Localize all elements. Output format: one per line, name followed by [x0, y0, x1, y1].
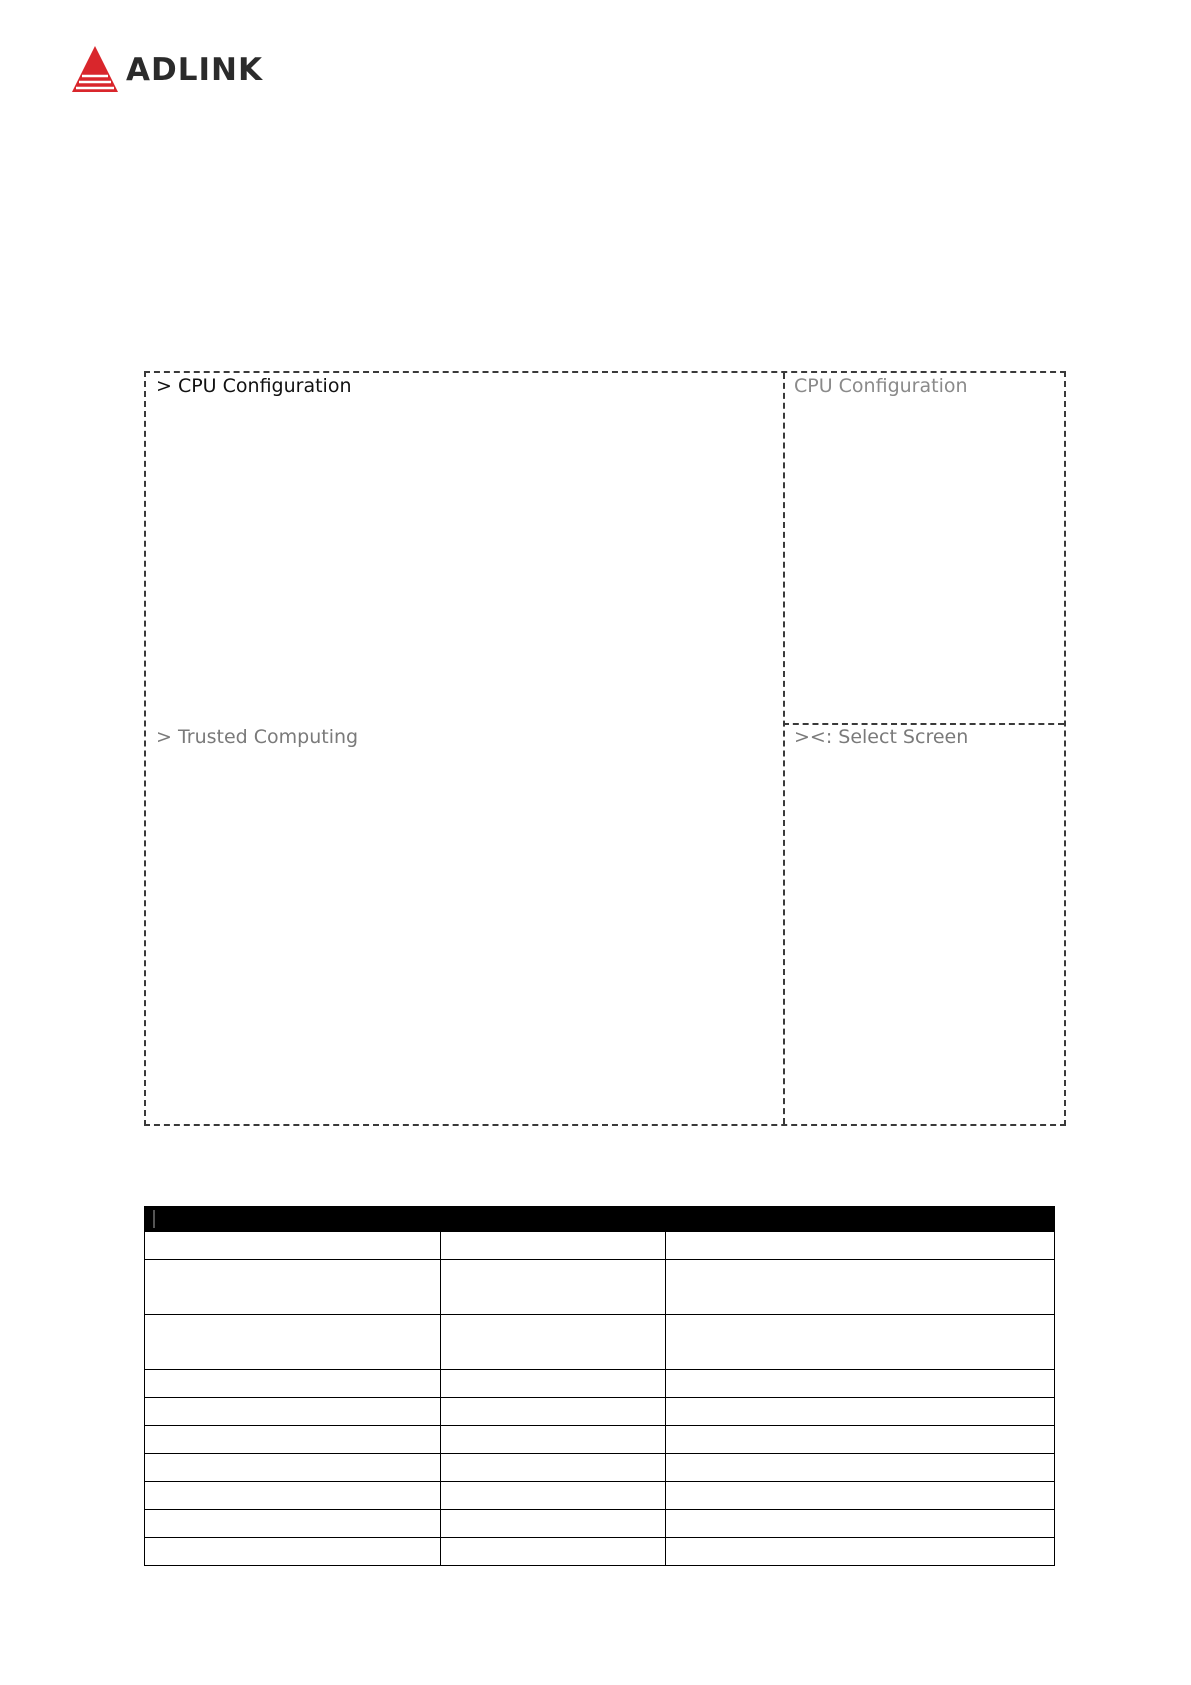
- table-cell: [666, 1510, 1055, 1538]
- table-cell: [666, 1482, 1055, 1510]
- bios-setup-screen: [144, 371, 1066, 1126]
- table-row: [145, 1454, 1055, 1482]
- bios-panel-divider: [783, 373, 785, 1124]
- table-cell: [441, 1510, 666, 1538]
- table-row: [145, 1370, 1055, 1398]
- table-cell: [145, 1315, 441, 1370]
- adlink-logo: [72, 46, 263, 94]
- table-cell: [441, 1482, 666, 1510]
- table-cell: [145, 1454, 441, 1482]
- table-cell: [441, 1398, 666, 1426]
- table-cell: [441, 1370, 666, 1398]
- table-cell: [145, 1510, 441, 1538]
- table-row: [145, 1510, 1055, 1538]
- table-cell: [666, 1454, 1055, 1482]
- table-cell: [145, 1260, 441, 1315]
- menu-item-trusted-computing[interactable]: > Trusted Computing: [156, 726, 359, 748]
- table-cell: [145, 1538, 441, 1566]
- table-cell: [145, 1370, 441, 1398]
- header-marker: [153, 1210, 155, 1228]
- table-row: [145, 1315, 1055, 1370]
- table-row: [145, 1260, 1055, 1315]
- help-description: CPU Configuration: [794, 375, 968, 397]
- table-cell: [441, 1232, 666, 1260]
- table-row: [145, 1538, 1055, 1566]
- table-cell: [666, 1370, 1055, 1398]
- table-cell: [145, 1482, 441, 1510]
- table-header-row: [145, 1207, 1055, 1232]
- table-cell: [666, 1398, 1055, 1426]
- key-help-select-screen: ><: Select Screen: [794, 726, 969, 748]
- table-cell: [441, 1454, 666, 1482]
- adlink-triangle-icon: [72, 46, 118, 94]
- table-cell: [441, 1538, 666, 1566]
- table-cell: [145, 1398, 441, 1426]
- settings-table: [144, 1206, 1054, 1566]
- table-row: [145, 1482, 1055, 1510]
- table-cell: [145, 1232, 441, 1260]
- table-cell: [145, 1426, 441, 1454]
- table-cell: [441, 1426, 666, 1454]
- table-header: [145, 1207, 1055, 1232]
- table-cell: [666, 1260, 1055, 1315]
- table-cell: [666, 1538, 1055, 1566]
- table-cell: [666, 1315, 1055, 1370]
- table-row: [145, 1426, 1055, 1454]
- table-cell: [441, 1315, 666, 1370]
- logo-wordmark: ADLINK: [126, 52, 263, 88]
- menu-item-cpu-configuration[interactable]: > CPU Configuration: [156, 375, 352, 397]
- table-row: [145, 1398, 1055, 1426]
- table-cell: [666, 1426, 1055, 1454]
- table-cell: [441, 1260, 666, 1315]
- table-row: [145, 1232, 1055, 1260]
- table-cell: [666, 1232, 1055, 1260]
- bios-help-divider: [783, 723, 1064, 725]
